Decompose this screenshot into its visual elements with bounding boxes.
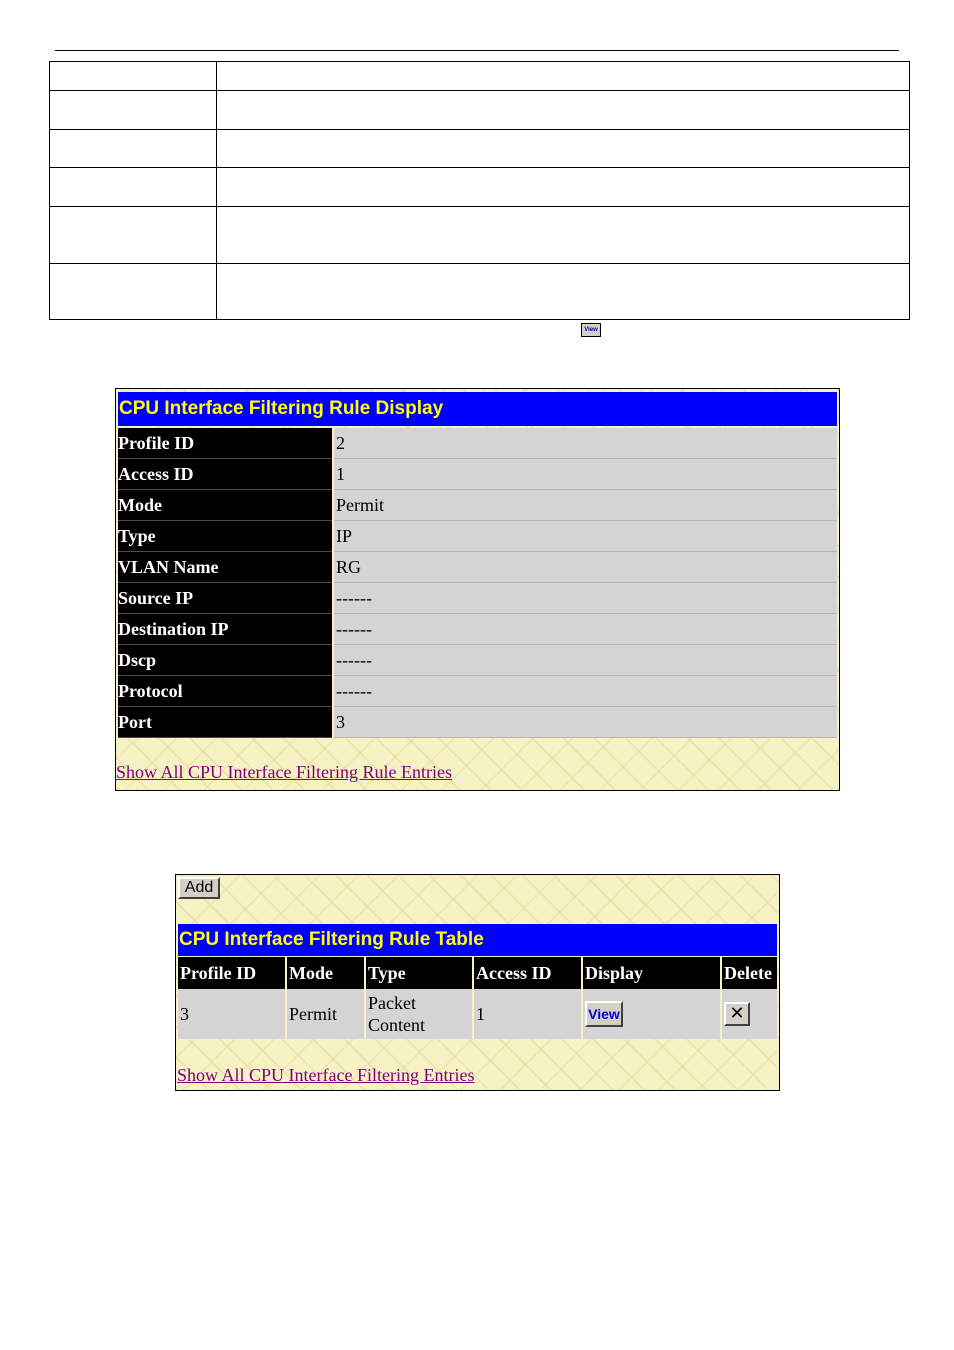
row-label: Protocol [118, 676, 333, 707]
rule-display-table [118, 428, 837, 738]
display-panel-title: CPU Interface Filtering Rule Display [118, 392, 837, 426]
display-row [118, 552, 837, 583]
rule-table-title: CPU Interface Filtering Rule Table [178, 924, 777, 956]
rule-table [178, 957, 777, 1039]
display-row [118, 583, 837, 614]
row-label: Port [118, 707, 333, 738]
row-value: 2 [333, 428, 837, 459]
display-row [118, 521, 837, 552]
display-row [118, 645, 837, 676]
document-table [49, 61, 910, 320]
type-line-2: Content [368, 1015, 425, 1035]
row-label: VLAN Name [118, 552, 333, 583]
cell-display [582, 989, 721, 1039]
rule-display-panel [115, 388, 840, 791]
column-header-type: Type [365, 957, 473, 989]
inline-view-icon: View [581, 323, 601, 337]
row-label: Type [118, 521, 333, 552]
row-label: Mode [118, 490, 333, 521]
cell-type [365, 989, 473, 1039]
display-row [118, 459, 837, 490]
header-rule [55, 50, 899, 51]
close-x-icon[interactable]: ✕ [724, 1002, 750, 1026]
row-value: RG [333, 552, 837, 583]
column-header-profile-id: Profile ID [178, 957, 286, 989]
row-label: Profile ID [118, 428, 333, 459]
row-value: ------ [333, 614, 837, 645]
display-row [118, 614, 837, 645]
row-value: IP [333, 521, 837, 552]
type-line-1: Packet [368, 993, 416, 1013]
rule-table-panel [175, 874, 780, 1091]
cell-delete [721, 989, 777, 1039]
row-value: ------ [333, 645, 837, 676]
row-value: ------ [333, 583, 837, 614]
rule-table-header [178, 957, 777, 989]
show-all-rule-entries-link[interactable]: Show All CPU Interface Filtering Rule Entries [116, 762, 452, 782]
display-row [118, 676, 837, 707]
show-all-filtering-entries-link[interactable]: Show All CPU Interface Filtering Entries [177, 1065, 475, 1085]
display-row [118, 428, 837, 459]
cell-access-id: 1 [473, 989, 582, 1039]
column-header-access-id: Access ID [473, 957, 582, 989]
row-label: Dscp [118, 645, 333, 676]
cell-mode: Permit [286, 989, 365, 1039]
row-value: 1 [333, 459, 837, 490]
column-header-display: Display [582, 957, 721, 989]
column-header-mode: Mode [286, 957, 365, 989]
display-row [118, 707, 837, 738]
row-value: Permit [333, 490, 837, 521]
row-label: Destination IP [118, 614, 333, 645]
add-button[interactable]: Add [178, 877, 220, 899]
display-row [118, 490, 837, 521]
row-value: 3 [333, 707, 837, 738]
row-label: Source IP [118, 583, 333, 614]
cell-profile-id: 3 [178, 989, 286, 1039]
column-header-delete: Delete [721, 957, 777, 989]
view-button[interactable]: View [585, 1001, 623, 1027]
row-label: Access ID [118, 459, 333, 490]
table-row [178, 989, 777, 1039]
row-value: ------ [333, 676, 837, 707]
